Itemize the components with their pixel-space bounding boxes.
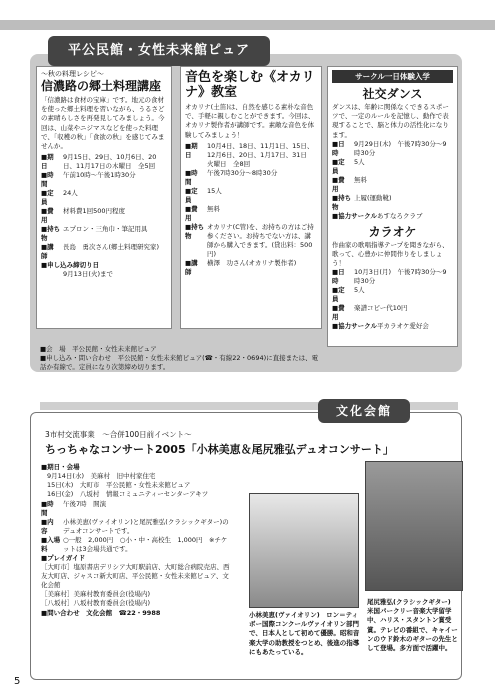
karaoke-desc: 作曲家の歌唱指導テープを聞きながら、歌って、心豊かに仲間作りをしましょう！	[332, 240, 449, 268]
detail-row: ■入場料 ○一般 2,000円 ○小・中・高校生 1,000円 ※チケットは3会場共通です。	[41, 535, 228, 553]
playguide-label: ■プレイガイド	[41, 553, 86, 562]
section2-title: 文化会館	[318, 399, 410, 423]
course1-desc: 「信濃路は食材の宝庫」です。地元の食材を使った郷土料理を習いながら、うるさどの素晴らしさを再発見してみましょう。今回は、山菜やニジマスなどを使った料理で、「収穫の秋」「食欲の秋」を感じてみませんか。	[41, 96, 165, 151]
detail-row: ■費 用 無料	[332, 175, 367, 193]
dates-list	[41, 472, 231, 500]
detail-row: ■時 間 午後7時 開演	[41, 499, 107, 517]
detail-row: 9月13日(火)まで	[63, 270, 113, 279]
concert-rows	[41, 500, 231, 554]
detail-row: ■費 用 材料費1回500円程度	[41, 207, 126, 225]
detail-row: ■講 師 横澤 功さん(オカリナ製作者)	[185, 258, 297, 276]
page-number: 5	[14, 676, 21, 687]
top-stripe	[0, 20, 495, 30]
section1-title: 平公民館・女性未来館ピュア	[48, 36, 270, 66]
detail-row: ■協力サークル 平カラオケ愛好会	[332, 322, 429, 331]
detail-row: ■持ち物 オカリナ(C管)を、お持ちの方はご持参ください。お持ちでない方は、講師から購入できます。(貸出料：500円)	[185, 222, 314, 258]
playguide-list	[41, 563, 231, 609]
performer1-photo	[249, 493, 359, 608]
detail-row: ■日 時 9月29日(木) 午後7時30分〜9時30分	[332, 139, 447, 157]
course1-details	[41, 153, 167, 279]
dates-label: ■期日・会場	[41, 463, 80, 471]
list-item: 15日(木) 大町市 平公民館・女性未来館ピュア	[47, 481, 191, 490]
detail-row: ■定 員 24人	[41, 189, 78, 207]
list-item: ［美麻村］美麻村教育委員会(役場内)	[41, 590, 151, 599]
dance-desc: ダンスは、年齢に関係なくできるスポーツで、一定のルールを記憶し、動作で表現することで、脳と体力の活性化になります。	[332, 103, 449, 139]
performer2-photo	[365, 461, 463, 591]
detail-row: ■定 員 5人	[332, 286, 365, 304]
performer2-caption: 尾尻雅弘(クラシックギター) 米国パークリー音楽大学留学中、ハリス・スタントン賞受賞。テレビの番組で、キャイーンのウド鈴木のギターの先生として登場。多方面で活躍中。	[367, 598, 458, 653]
section1-info	[36, 343, 326, 371]
circle-trial-panel	[327, 66, 458, 347]
course2-title: 音色を楽しむ《オカリナ》教室	[185, 70, 315, 100]
list-item: ［八坂村］八坂村教育委員会(役場内)	[41, 599, 151, 608]
detail-row: ■時 間 午後7時30分〜8時30分	[185, 168, 278, 186]
concert-pre: 3市村交流事業 〜合併100日前イベント〜	[45, 430, 192, 439]
circle-header: サークル一日体験入学	[332, 70, 453, 83]
detail-row: ■時 間 午前10時〜午後1時30分	[41, 171, 136, 189]
section2-panel	[30, 412, 462, 680]
detail-row: ■期 日 9月15日、29日、10月6日、20日、11月17日の木曜日 全5回	[41, 153, 157, 171]
list-item: 9月14日(水) 美麻村 旧中村家住宅	[47, 472, 156, 480]
course2-desc: オカリナ(土笛)は、自然を感じる素朴な音色で、手軽に親しむことができます。今回は、オカリナ製作者が講師です。素敵な音色を体験してみましょう！	[185, 103, 315, 139]
detail-row: ■費 用 楽譜コピー代10円	[332, 304, 408, 322]
course-ocarina-panel	[180, 66, 322, 329]
course2-details	[185, 142, 317, 277]
concert-contact: ■問い合わせ 文化会館 ☎22・9988	[41, 608, 161, 617]
detail-row: ■内 容 小林美恵(ヴァイオリン)と尾尻雅弘(クラシックギター)のデュオコンサートです。	[41, 517, 229, 535]
detail-row: ■持ち物 エプロン・三角巾・筆記用具	[41, 225, 148, 243]
course1-subtitle: 〜秋の料理レシピ〜	[41, 70, 104, 78]
list-item: 16日(金) 八坂村 情報コミュニティーセンターアキツ	[47, 490, 209, 499]
contact-line: ■申し込み・問い合わせ 平公民館・女性未来館ピュア(☎・有線22・0694)に直接または、電話か有線で。定員になり次第締め切ります。	[40, 354, 319, 371]
dance-title: 社交ダンス	[362, 87, 423, 101]
detail-row: ■期 日 10月4日、18日、11月1日、15日、12月6日、20日、1月17日、31日 火曜日 全8回	[185, 141, 314, 168]
detail-row: ■日 時 10月3日(月) 午後7時30分〜9時30分	[332, 268, 447, 286]
detail-row: ■費 用 無料	[185, 204, 220, 222]
performer1-caption: 小林美恵(ヴァイオリン) ロン＝ティボー国際コンクールヴァイオリン部門で、日本人として初めて優勝。昭和音楽大学の助教授をつとめ、後進の指導にもあたっている。	[249, 611, 360, 656]
detail-row: ■申し込み締切り日	[41, 261, 100, 270]
detail-row: ■講 師 長島 勇次さん(郷土料理研究家)	[41, 243, 160, 261]
course-cooking-panel	[36, 66, 172, 329]
dance-details	[332, 140, 453, 221]
concert-details	[41, 463, 231, 618]
venue-line: ■会 場 平公民館・女性未来館ピュア	[40, 345, 157, 353]
karaoke-title: カラオケ	[368, 224, 417, 239]
course1-title: 信濃路の郷土料理講座	[41, 79, 162, 93]
detail-row: ■定 員 15人	[185, 186, 222, 204]
detail-row: ■定 員 5人	[332, 157, 365, 175]
list-item: ［大町市］塩原書店デリシア大町駅前店、大町総合病院売店、西友大町店、ジャスコ新大町店、平公民館・女性未来館ピュア、文化会館	[41, 562, 230, 590]
karaoke-details	[332, 268, 453, 331]
detail-row: ■協力サークル あすなろクラブ	[332, 211, 423, 220]
concert-headline: ちっちゃなコンサート2005「小林美恵＆尾尻雅弘デュオコンサート」	[45, 443, 394, 456]
detail-row: ■持ち物 上履(運動靴)	[332, 193, 392, 211]
